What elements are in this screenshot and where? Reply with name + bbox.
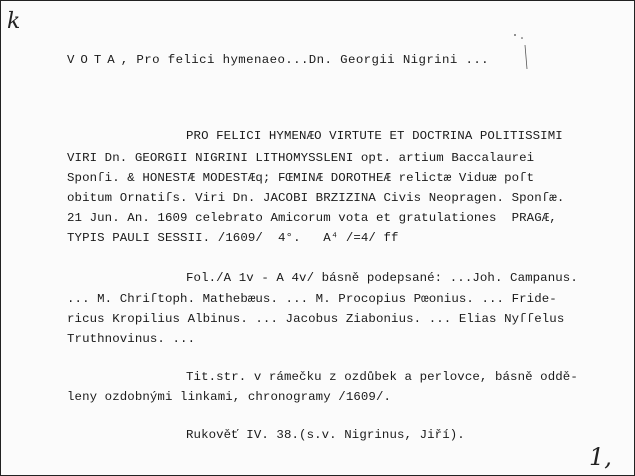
title-line-6: TYPIS PAULI SESSII. /1609/ 4°. A⁴ /=4/ ff bbox=[67, 231, 399, 245]
corner-mark: k bbox=[7, 9, 21, 34]
description-line-1: Tit.str. v rámečku z ozdůbek a perlovce, básně oddě- bbox=[186, 370, 578, 384]
reference-line: Rukověť IV. 38.(s.v. Nigrinus, Jiří). bbox=[186, 428, 465, 442]
title-line-3: Sponſi. & HONESTÆ MODESTÆq; FŒMINÆ DOROTHEÆ relictæ Viduæ poſt bbox=[67, 171, 535, 185]
title-line-5: 21 Jun. An. 1609 celebrato Amicorum vota et gratulationes PRAGÆ, bbox=[67, 211, 557, 225]
folio-line-1: Fol./A 1v - A 4v/ básně podepsané: ...Joh. Campanus. bbox=[186, 271, 578, 285]
title-line-2: VIRI Dn. GEORGII NIGRINI LITHOMYSSLENI opt. artium Baccalaurei bbox=[67, 151, 535, 165]
title-line-1: PRO FELICI HYMENÆO VIRTUTE ET DOCTRINA POLITISSIMI bbox=[186, 129, 563, 143]
heading-rest: , Pro felici hymenaeo...Dn. Georgii Nigrini ... bbox=[120, 53, 490, 67]
folio-line-2: ... M. Chriſtoph. Mathebæus. ... M. Procopius Pœonius. ... Fride- bbox=[67, 292, 557, 306]
ink-specks bbox=[509, 29, 539, 79]
description-line-2: leny ozdobnými linkami, chronogramy /1609/. bbox=[67, 390, 392, 404]
heading-vota: VOTA bbox=[67, 53, 121, 67]
folio-line-3: ricus Kropilius Albinus. ... Jacobus Ziabonius. ... Elias Nyſſelus bbox=[67, 312, 565, 326]
heading-line bbox=[67, 53, 489, 67]
folio-line-4: Truthnovinus. ... bbox=[67, 332, 196, 346]
title-line-4: obitum Ornatiſs. Viri Dn. JACOBI BRZIZINA Civis Neopragen. Sponſæ. bbox=[67, 191, 565, 205]
page-number: 1, bbox=[589, 443, 612, 471]
